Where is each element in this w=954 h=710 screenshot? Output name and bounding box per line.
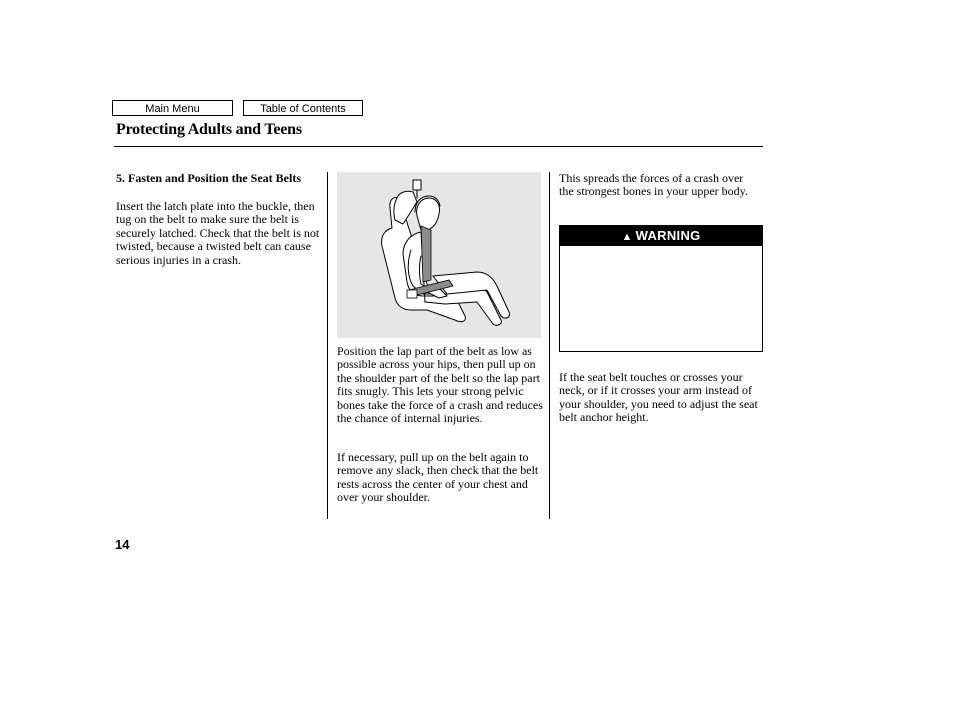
seat-belt-illustration (337, 172, 541, 338)
forces-paragraph: This spreads the forces of a crash over the strongest bones in your upper body. (559, 171, 748, 199)
page-number: 14 (115, 537, 130, 552)
warning-label: WARNING (635, 228, 701, 243)
slack-paragraph: If necessary, pull up on the belt again to remove any slack, then check that the belt rests across the center of your chest and over your shoulder. (337, 450, 539, 505)
warning-header (560, 226, 762, 246)
warning-triangle-icon: ▲ (621, 231, 633, 243)
page-title: Protecting Adults and Teens (116, 121, 302, 138)
warning-box (559, 225, 763, 352)
anchor-height-paragraph: If the seat belt touches or crosses your neck, or if it crosses your arm instead of your shoulder, you need to adjust the seat belt anchor height. (559, 370, 758, 425)
seated-person-illustration (337, 172, 541, 338)
main-menu-button[interactable]: Main Menu (112, 100, 233, 116)
step-body-text: Insert the latch plate into the buckle, then tug on the belt to make sure the belt is securely latched. Check that the belt is not twisted, because a twisted belt can cause serious injuries in a crash. (116, 199, 320, 267)
step-number: 5. (116, 171, 125, 185)
step-title: Fasten and Position the Seat Belts (128, 171, 302, 185)
table-of-contents-button[interactable]: Table of Contents (243, 100, 363, 116)
column-divider-2 (549, 172, 550, 519)
title-divider (114, 146, 763, 147)
step-heading (116, 172, 316, 185)
column-divider-1 (327, 172, 328, 519)
lap-belt-paragraph: Position the lap part of the belt as low as possible across your hips, then pull up on the shoulder part of the belt so the lap part fits snugly. This lets your strong pelvic bones take the force of a crash and reduces the chance of internal injuries. (337, 344, 543, 426)
